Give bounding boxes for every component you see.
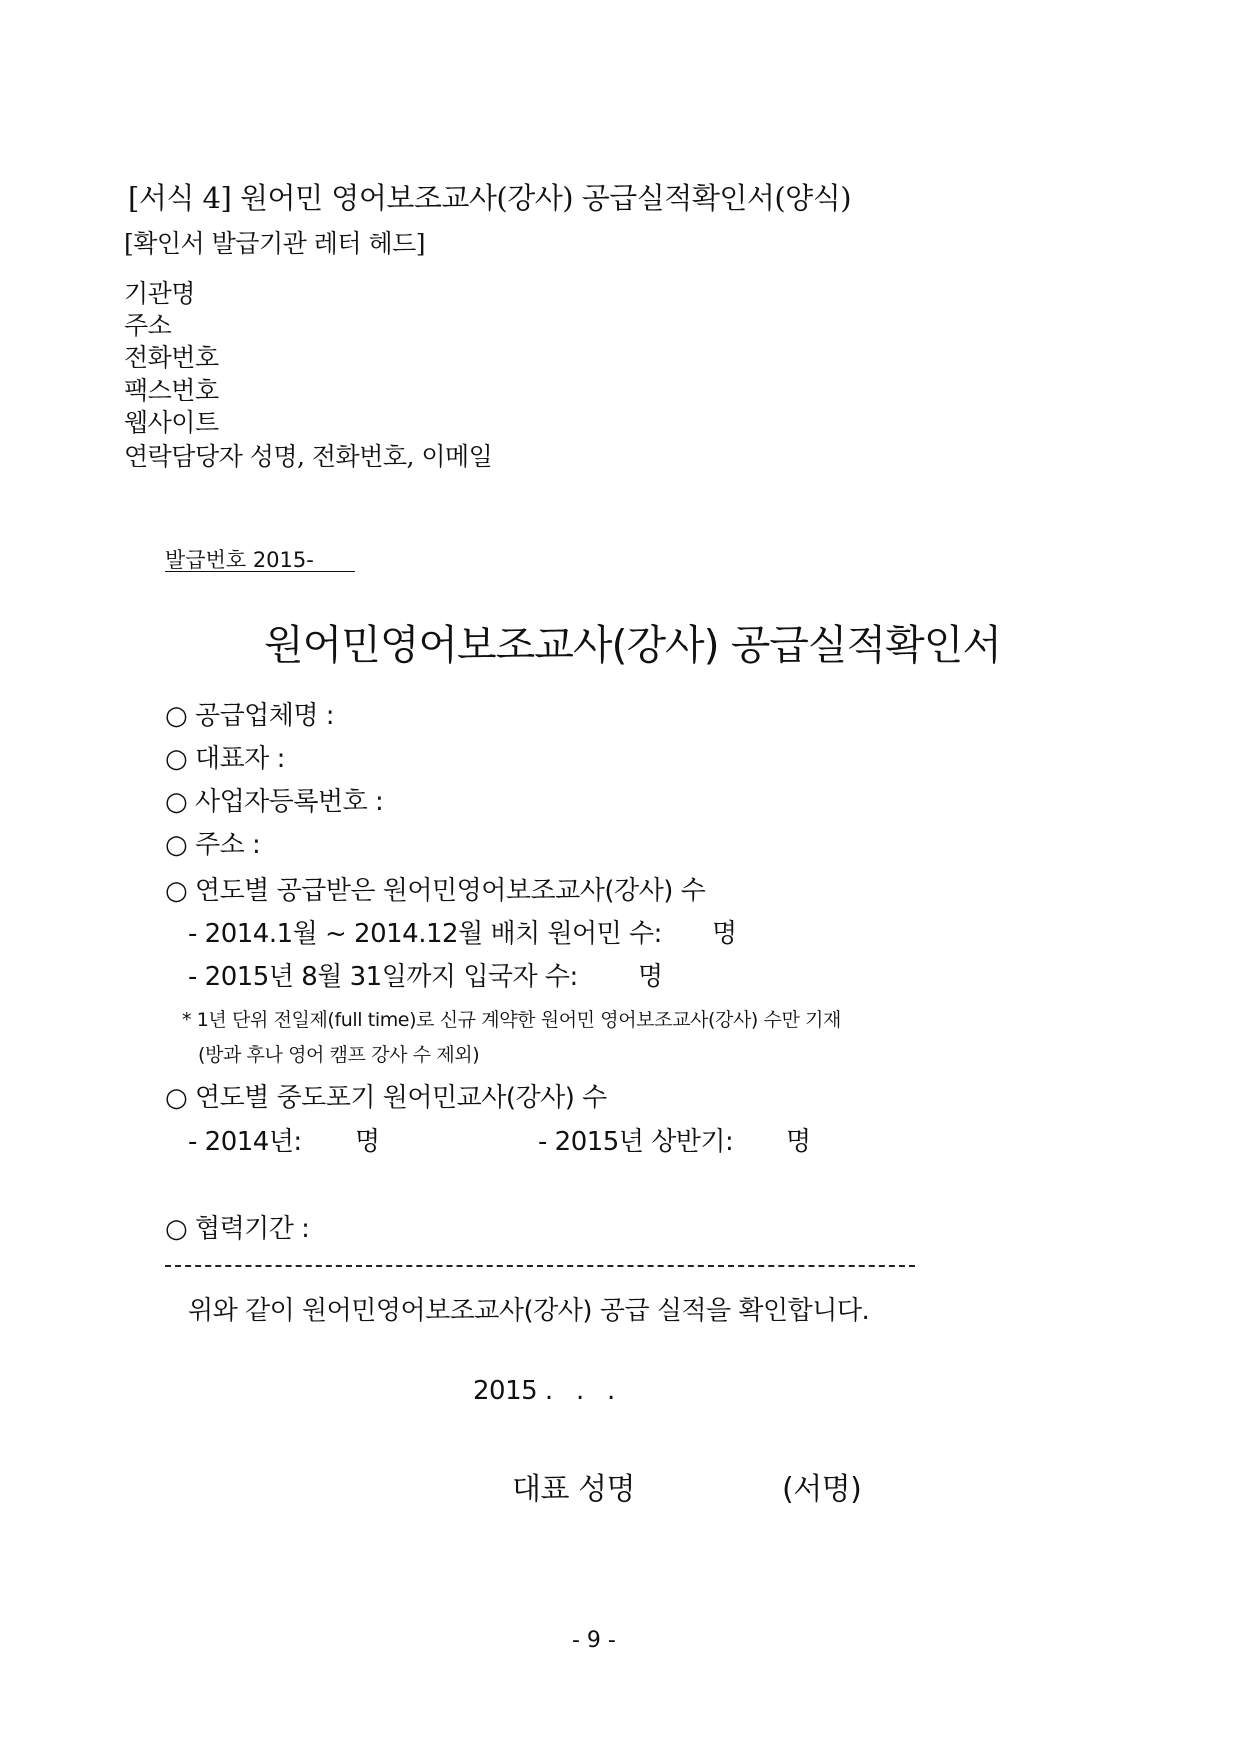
letterhead-org-name: 기관명 <box>124 279 195 308</box>
note-line-2: (방과 후나 영어 캠프 강사 수 제외) <box>198 1044 480 1066</box>
dashed-separator <box>165 1265 915 1267</box>
letterhead-fax: 팩스번호 <box>124 376 219 405</box>
field-supplied-2015-unit: 명 <box>638 962 663 992</box>
confirmation-statement: 위와 같이 원어민영어보조교사(강사) 공급 실적을 확인합니다. <box>188 1296 870 1326</box>
field-dropout-2014-unit: 명 <box>355 1127 380 1157</box>
letterhead-contact: 연락담당자 성명, 전화번호, 이메일 <box>124 442 493 471</box>
field-address: ○ 주소 : <box>165 830 261 860</box>
letterhead-phone: 전화번호 <box>124 343 219 372</box>
field-supplied-2015: - 2015년 8월 31일까지 입국자 수: <box>188 962 578 992</box>
field-supplier-name: ○ 공급업체명 : <box>165 701 335 731</box>
issue-number-underline <box>165 571 355 572</box>
field-cooperation-period: ○ 협력기간 : <box>165 1214 310 1244</box>
letterhead-address: 주소 <box>124 311 172 340</box>
note-line-1: * 1년 단위 전일제(full time)로 신규 계약한 원어민 영어보조교사(강사) 수만 기재 <box>182 1009 842 1031</box>
page-number: - 9 - <box>572 1628 616 1653</box>
field-dropout-2015: - 2015년 상반기: <box>538 1127 734 1157</box>
document-title: 원어민영어보조교사(강사) 공급실적확인서 <box>264 621 1001 669</box>
field-supplied-2014-unit: 명 <box>712 919 737 949</box>
field-yearly-supplied: ○ 연도별 공급받은 원어민영어보조교사(강사) 수 <box>165 876 706 906</box>
field-business-registration: ○ 사업자등록번호 : <box>165 787 384 817</box>
issue-number: 발급번호 2015- <box>165 548 314 572</box>
letterhead-website: 웹사이트 <box>124 408 219 437</box>
field-dropout-2014: - 2014년: <box>188 1127 302 1157</box>
date-line: 2015 . . . <box>473 1376 615 1406</box>
field-representative: ○ 대표자 : <box>165 744 285 774</box>
field-dropout-2015-unit: 명 <box>786 1127 811 1157</box>
form-label: [서식 4] 원어민 영어보조교사(강사) 공급실적확인서(양식) <box>128 181 852 215</box>
letterhead-note: [확인서 발급기관 레터 헤드] <box>124 229 425 258</box>
signature-label: 대표 성명 <box>512 1472 635 1507</box>
signature-placeholder: (서명) <box>782 1472 862 1507</box>
field-yearly-dropout: ○ 연도별 중도포기 원어민교사(강사) 수 <box>165 1083 607 1113</box>
field-supplied-2014: - 2014.1월 ~ 2014.12월 배치 원어민 수: <box>188 919 662 949</box>
